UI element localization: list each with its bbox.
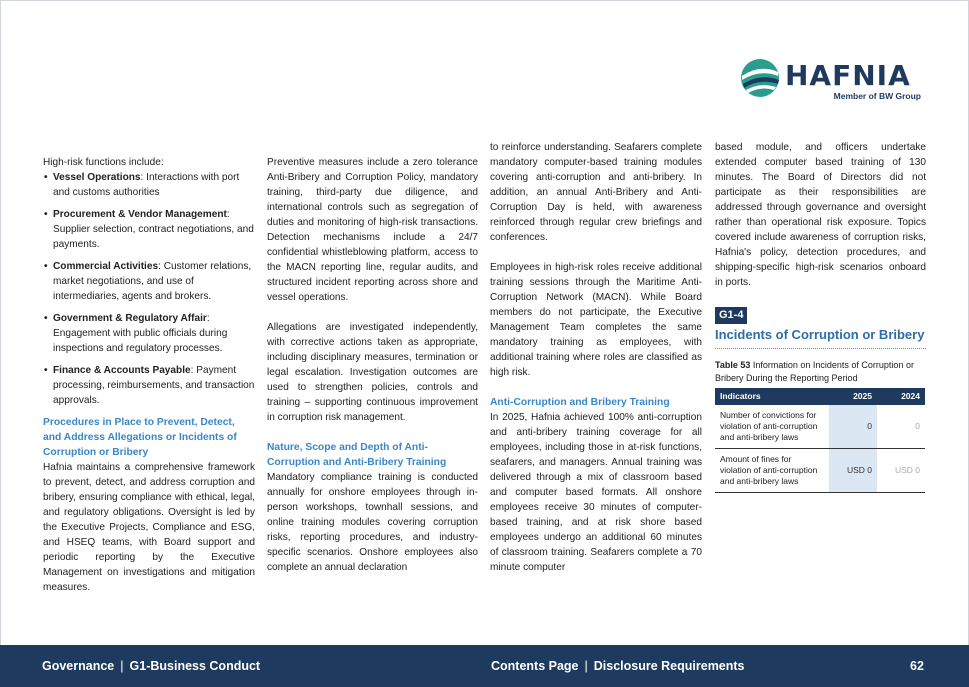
procedures-heading: Procedures in Place to Prevent, Detect, and Address Allegations or Incidents of Corruption or Bribery (43, 417, 237, 458)
table-caption-text: Information on Incidents of Corruption or Bribery During the Reporting Period (715, 360, 914, 383)
dotted-divider (715, 348, 926, 349)
footer-breadcrumb (42, 659, 260, 674)
footer-separator: | (120, 659, 124, 673)
procedures-body: Hafnia maintains a comprehensive framework to prevent, detect, and address corruption and bribery, ensuring compliance with ethical, legal, and regulatory obligations. Oversight is led by the Executive Projects, Compliance and ESG, and HSEQ teams, with Board support and periodic reporting by the Executive Management on investigations and mitigation measures. (43, 462, 255, 593)
seafarer-training-paragraph: to reinforce understanding. Seafarers complete mandatory computer-based training modules covering anti-corruption and anti-bribery. In addition, an annual Anti-Bribery and Anti-Corruption Day is held, with awareness reinforced through regular crew briefings and conferences. (490, 142, 702, 243)
training-scope-heading: Nature, Scope and Depth of Anti-Corruption and Anti-Bribery Training (267, 442, 447, 468)
header-2025: 2025 (829, 388, 877, 405)
list-item-term: Vessel Operations (53, 172, 141, 183)
footer-nav (491, 659, 745, 674)
footer-subsection-link[interactable]: G1-Business Conduct (129, 659, 261, 673)
list-item-term: Government & Regulatory Affair (53, 313, 207, 324)
list-item-text: : Supplier selection, contract negotiations, and payments. (53, 209, 254, 250)
logo-tagline: Member of BW Group (833, 91, 921, 101)
high-risk-intro: High-risk functions include: (43, 157, 164, 168)
footer-bar (0, 645, 969, 687)
column-2 (267, 155, 478, 575)
hafnia-globe-icon (740, 58, 782, 98)
value-2025: USD 0 (829, 449, 877, 493)
logo-wordmark: HAFNIA (785, 59, 911, 92)
list-item-term: Commercial Activities (53, 261, 159, 272)
value-2025: 0 (829, 405, 877, 449)
board-training-paragraph: based module, and officers undertake extended computer based training of 130 minutes. The Board of Directors did not participate as their responsibilities are addressed through governance and oversight rather than operational risk exposure. Topics covered include awareness of corruption risks, Hafnia's policy, detection procedures, and shipping-specific high-risk scenarios onboard in ports. (715, 142, 926, 288)
training-scope-paragraph: Mandatory compliance training is conducted annually for onshore employees through in-person workshops, townhall sessions, and online training modules covering corruption risks, reporting procedures, and industry-specific scenarios. Onshore employees also complete an annual declaration (267, 472, 478, 573)
table-row (715, 449, 925, 493)
table-row (715, 405, 925, 449)
list-item-text: : Interactions with port and customs authorities (53, 172, 240, 198)
header-2024: 2024 (877, 388, 925, 405)
value-2024: 0 (877, 405, 925, 449)
column-3 (490, 140, 702, 575)
footer-section-link[interactable]: Governance (42, 659, 115, 673)
list-item (43, 259, 255, 304)
column-1 (43, 155, 255, 595)
bribery-training-paragraph: In 2025, Hafnia achieved 100% anti-corruption and anti-bribery training coverage for all employees, including those in at-risk functions, seafarers, and managers. Annual training was delivered through a mix of classroom based and computer based formats. All onshore employees receive 30 minutes of computer-based training, and at risk shore based employees undergo an additional 60 minutes of classroom training. Seafarers complete a 70 minute computer (490, 412, 702, 573)
list-item (43, 363, 255, 408)
row-label: Number of convictions for violation of anti-corruption and anti-bribery laws (715, 405, 829, 449)
preventive-paragraph: Preventive measures include a zero tolerance Anti-Bribery and Corruption Policy, mandatory training, third-party due diligence, and international controls such as segregation of duties and monitoring of high-risk transactions. Detection mechanisms include a 24/7 confidential whistleblowing platform, access to the MACN reporting line, regular audits, and structured incident reporting across shore and vessel operations. (267, 157, 478, 303)
column-4 (715, 140, 926, 493)
page-number: 62 (910, 659, 924, 673)
list-item-term: Procurement & Vendor Management (53, 209, 227, 220)
disclosure-requirements-link[interactable]: Disclosure Requirements (593, 659, 745, 673)
allegations-paragraph: Allegations are investigated independently, with corrective actions taken as appropriate, including disciplinary measures, termination or legal escalation. Investigation outcomes are used to strengthen policies, controls and training – supporting continuous improvement in corruption risk management. (267, 322, 478, 423)
incidents-table (715, 388, 925, 493)
list-item-term: Finance & Accounts Payable (53, 365, 191, 376)
header-indicators: Indicators (715, 388, 829, 405)
g1-4-tag: G1-4 (715, 307, 747, 324)
value-2024: USD 0 (877, 449, 925, 493)
list-item-text: : Engagement with public officials during inspections and regulatory processes. (53, 313, 228, 354)
row-label: Amount of fines for violation of anti-corruption and anti-bribery laws (715, 449, 829, 493)
list-item (43, 311, 255, 356)
list-item-text: : Payment processing, reimbursements, and transaction approvals. (53, 365, 255, 406)
incidents-title: Incidents of Corruption or Bribery (715, 327, 925, 342)
table-label: Table 53 (715, 360, 751, 370)
hafnia-logo (740, 58, 925, 102)
list-item (43, 170, 255, 200)
footer-separator: | (584, 659, 588, 673)
high-risk-roles-paragraph: Employees in high-risk roles receive additional training sessions through the Maritime Anti-Corruption Network (MACN). While Board members do not participate, the Executive Management Team completes the same mandatory training as employees, with additional training where roles are classified as high risk. (490, 262, 702, 378)
table-caption (715, 359, 926, 385)
bribery-training-heading: Anti-Corruption and Bribery Training (490, 397, 670, 408)
high-risk-list (43, 170, 255, 408)
list-item (43, 207, 255, 252)
list-item-text: : Customer relations, market negotiations, and use of intermediaries, agents and brokers. (53, 261, 252, 302)
contents-page-link[interactable]: Contents Page (491, 659, 579, 673)
table-header-row (715, 388, 925, 405)
